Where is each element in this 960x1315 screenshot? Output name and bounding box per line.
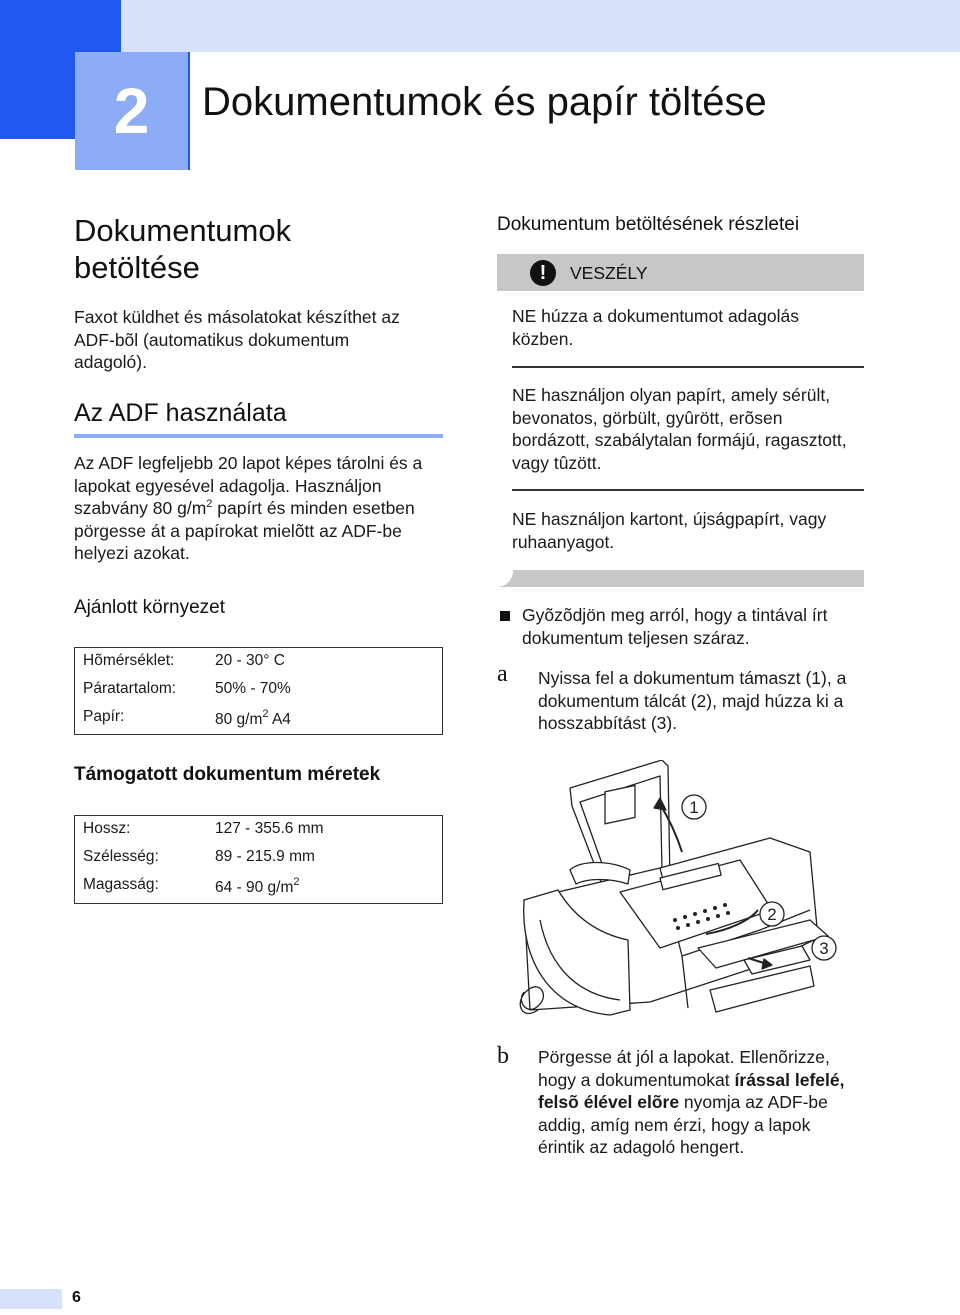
size-label: Magasság: [83,876,159,893]
intro-paragraph [74,306,454,374]
step-b-line [538,1069,873,1092]
env-label: Papír: [83,708,125,725]
step-b-text-span: nyomja az ADF-be [679,1092,828,1112]
warning-end-bar [497,570,864,587]
warning-label: VESZÉLY [570,263,648,283]
step-a-line: dokumentum tálcát (2), majd húzza ki a [538,690,844,711]
warning-line: közben. [512,328,574,349]
step-a-letter: a [497,661,508,687]
adf-line [74,497,454,520]
bullet-line: Gyõzõdjön meg arról, hogy a tintával írt [522,605,828,625]
size-value-text: 64 - 90 g/m [215,879,294,896]
superscript: 2 [206,498,213,510]
adf-line: lapokat egyesével adagolja. Használjon [74,475,382,496]
step-a-line: hosszabbítást (3). [538,713,678,733]
environment-heading: Ajánlott környezet [74,597,226,618]
intro-line: adagoló). [74,352,147,372]
env-value [215,708,291,729]
env-label: Hõmérséklet: [83,652,175,669]
warning-line: NE használjon kartont, újságpapírt, vagy [512,509,827,529]
adf-line: pörgesse át a papírokat mielõtt az ADF-be [74,520,402,541]
superscript: 2 [293,876,300,888]
step-b-bold: írással lefelé, [734,1069,845,1090]
step-b-text-span: hogy a dokumentumokat [538,1069,735,1090]
header-band [121,0,960,52]
size-value: 127 - 355.6 mm [215,820,324,837]
env-value: 50% - 70% [215,680,291,697]
size-value: 89 - 215.9 mm [215,848,315,865]
callout-3: 3 [819,939,829,958]
sizes-heading: Támogatott dokumentum méretek [74,764,381,785]
section-title [74,212,291,286]
chapter-number: 2 [75,52,190,170]
step-b-letter: b [497,1043,509,1069]
env-label: Páratartalom: [83,680,177,697]
step-b-line: Pörgesse át jól a lapokat. Ellenõrizze, [538,1047,830,1067]
step-b-line: érintik az adagoló hengert. [538,1137,745,1157]
warning-item [512,508,872,553]
divider [512,366,864,368]
fax-machine-illustration [510,760,860,1030]
details-heading: Dokumentum betöltésének részletei [497,214,800,235]
callout-1: 1 [689,798,699,817]
bullet-item [522,604,872,649]
divider [512,489,864,491]
warning-line: bevonatos, görbült, gyûrött, erõsen [512,407,783,428]
step-a-line: Nyissa fel a dokumentum támaszt (1), a [538,668,847,688]
step-b-text [538,1046,873,1159]
sizes-table [74,815,443,904]
chapter-title: Dokumentumok és papír töltése [202,80,767,124]
env-value-text: A4 [268,711,291,728]
adf-line: helyezi azokat. [74,543,190,563]
adf-line3-text: papírt és minden esetben [212,498,415,518]
callout-2: 2 [767,905,777,924]
step-b-bold: felsõ élével elõre [538,1092,680,1112]
warning-line: bordázott, szabálytalan formájú, ragasztott, [512,430,847,450]
adf-paragraph [74,452,454,565]
warning-icon: ! [530,260,556,286]
size-label: Szélesség: [83,848,159,865]
step-b-line [538,1091,873,1114]
env-value-text: 80 g/m [215,711,263,728]
size-value [215,876,300,897]
warning-line: vagy tûzött. [512,452,602,473]
warning-line: NE húzza a dokumentumot adagolás [512,306,799,326]
warning-line: ruhaanyagot. [512,531,615,552]
section-title-line1: Dokumentumok [74,213,292,248]
adf-heading: Az ADF használata [74,399,287,427]
warning-item [512,305,872,350]
section-title-line2: betöltése [74,250,200,285]
step-a-text [538,667,873,735]
warning-item [512,384,872,474]
size-label: Hossz: [83,820,131,837]
env-value: 20 - 30° C [215,652,285,669]
heading-rule [74,434,443,438]
bullet-line: dokumentum teljesen száraz. [522,627,750,648]
adf-line3-text: szabvány 80 g/m [74,498,207,518]
bullet-icon [500,611,510,621]
step-b-line: addig, amíg nem érzi, hogy a lapok [538,1114,811,1135]
superscript: 2 [262,708,269,720]
environment-table [74,647,443,735]
intro-line: Faxot küldhet és másolatokat készíthet az [74,307,400,327]
adf-line: Az ADF legfeljebb 20 lapot képes tárolni és a [74,453,423,473]
footer-bar [0,1289,62,1309]
page-number: 6 [72,1289,81,1306]
warning-line: NE használjon olyan papírt, amely sérült, [512,385,831,405]
intro-line: ADF-bõl (automatikus dokumentum [74,329,350,350]
